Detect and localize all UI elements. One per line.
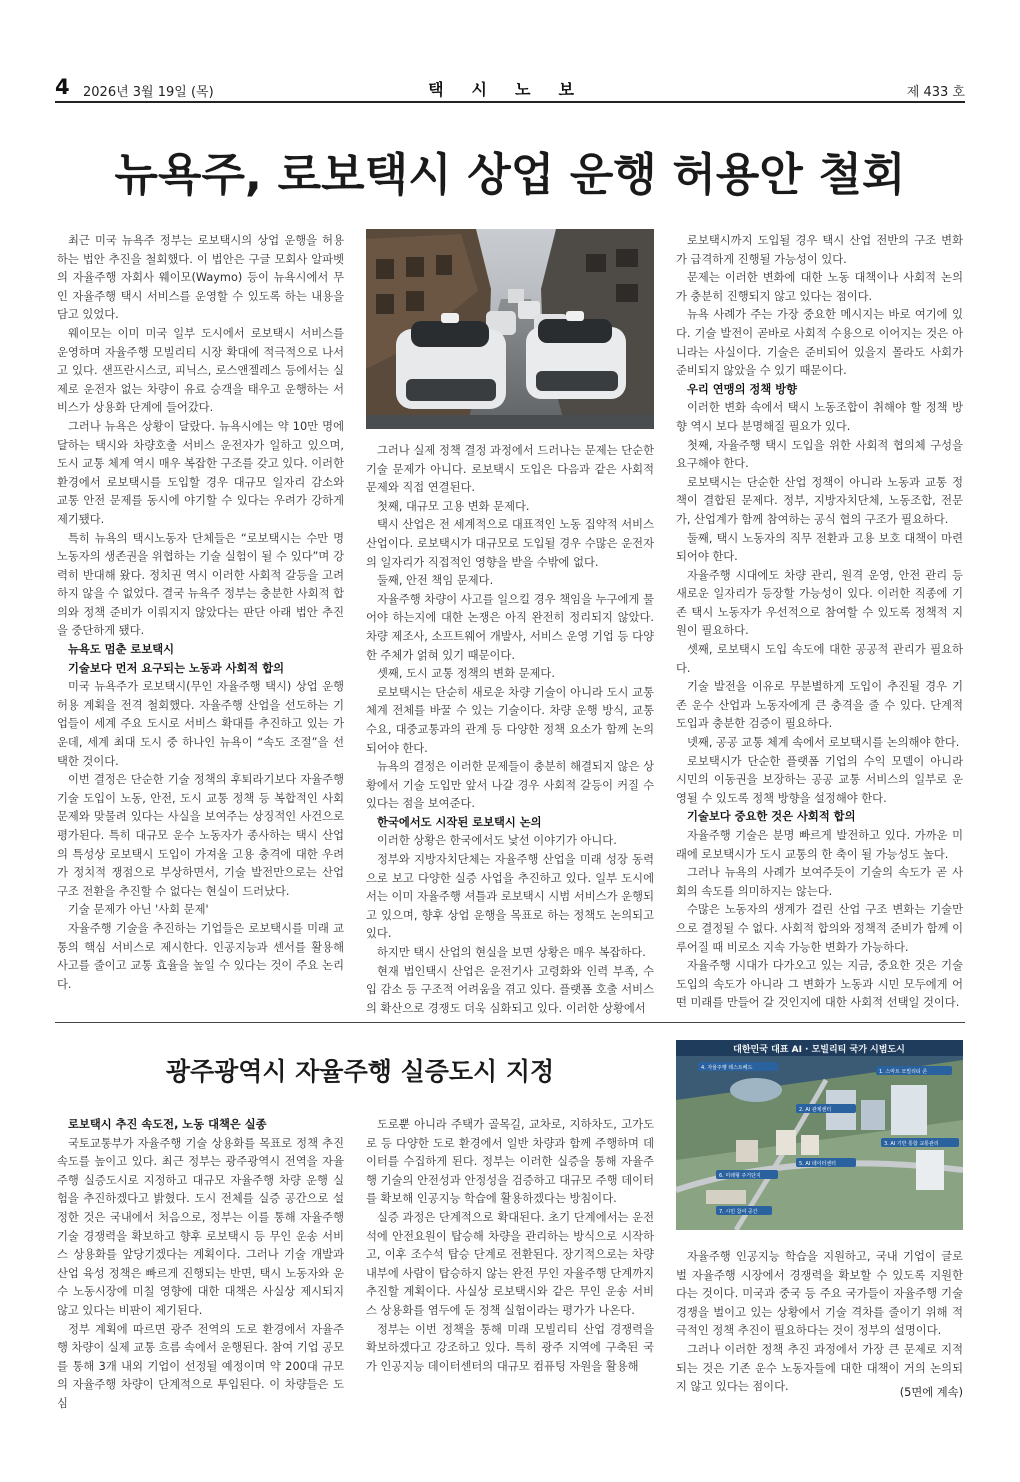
article2-column-1 (57, 1116, 344, 1414)
paragraph: 정부와 지방자치단체는 자율주행 산업을 미래 성장 동력으로 보고 다양한 실증 사업을 추진하고 있다. 일부 도시에서는 이미 자율주행 셔틀과 로보택시 시범 서비스가 운행되고 있으며, 향후 상업 운행을 목표로 하는 정책도 논의되고 있다. (366, 853, 654, 941)
paragraph: 기술 발전을 이유로 무분별하게 도입이 추진될 경우 기존 운수 산업과 노동자에게 큰 충격을 줄 수 있다. 단계적 도입과 충분한 검증이 필요하다. (676, 680, 963, 731)
page-number: 4 (55, 75, 70, 99)
paragraph: 그러나 이러한 정책 추진 과정에서 가장 큰 문제로 지적되는 것은 기존 운수 노동자들에 대한 대책이 거의 논의되지 않고 있다는 점이다. (676, 1342, 963, 1394)
paragraph: 뉴욕의 결정은 이러한 문제들이 충분히 해결되지 않은 상황에서 기술 도입만 앞서 나갈 경우 사회적 갈등이 커질 수 있다는 점을 보여준다. (366, 760, 654, 811)
street-robotaxi-image (366, 229, 654, 429)
robotaxi-photo (366, 229, 654, 429)
paragraph: 수많은 노동자의 생계가 걸린 산업 구조 변화는 기술만으로 결정될 수 없다. 사회적 합의와 정책적 준비가 함께 이루어질 때 비로소 지속 가능한 변화가 가능하다. (676, 903, 963, 954)
headline-main: 뉴욕주, 로보택시 상업 운행 허용안 철회 (114, 148, 906, 201)
subheading: 우리 연맹의 정책 방향 (687, 382, 798, 396)
paragraph: 실증 과정은 단계적으로 확대된다. 초기 단계에서는 운전석에 안전요원이 탑승해 차량을 관리하는 방식으로 시작하고, 이후 조수석 탑승 단계로 전환된다. 장기적으로는 차량 내부에 사람이 탑승하지 않는 완전 무인 자율주행 단계까지 추진할 계획이다. 사실상 로보택시와 같은 무인 운송 서비스 상용화를 염두에 둔 정책 실험이라는 평가가 나온다. (366, 1210, 654, 1317)
headline-second: 광주광역시 자율주행 실증도시 지정 (165, 1057, 555, 1086)
paragraph: 뉴욕 사례가 주는 가장 중요한 메시지는 바로 여기에 있다. 기술 발전이 곧바로 사회적 수용으로 이어지는 것은 아니라는 사실이다. 기술은 준비되어 있을지 몰라도 사회가 준비되지 않았을 수 있기 때문이다. (676, 308, 963, 378)
paragraph: 첫째, 자율주행 택시 도입을 위한 사회적 협의체 구성을 요구해야 한다. (676, 438, 963, 471)
paragraph: 셋째, 로보택시 도입 속도에 대한 공공적 관리가 필요하다. (676, 643, 963, 675)
paragraph: 이번 결정은 단순한 기술 정책의 후퇴라기보다 자율주행 기술 도입이 노동, 안전, 도시 교통 정책 등 복합적인 사회 문제와 맞물려 있다는 사실을 보여주는 상징적인 사건으로 평가된다. 특히 대규모 운수 노동자가 종사하는 택시 산업의 특성상 로보택시 도입이 가져올 고용 충격에 대한 우려가 정치적 쟁점으로 부상하면서, 기술 발전만으로는 산업 구조 전환을 추진할 수 없다는 현실이 드러났다. (57, 773, 344, 898)
issue-number: 제 433 호 (906, 85, 965, 100)
paragraph: 웨이모는 이미 미국 일부 도시에서 로보택시 서비스를 운영하며 자율주행 모빌리티 시장 확대에 적극적으로 나서고 있다. 샌프란시스코, 피닉스, 로스앤젤레스 등에서는 실제로 운전자 없는 차량이 유료 승객을 태우고 운행하는 서비스가 상용화 단계에 들어갔다. (57, 326, 344, 415)
article2-column-2 (366, 1116, 654, 1376)
header-rule (55, 101, 965, 103)
paragraph: 자율주행 차량이 사고를 일으킬 경우 책임을 누구에게 물어야 하는지에 대한 논쟁은 아직 완전히 정리되지 않았다. 차량 제조사, 소프트웨어 개발사, 서비스 운영 기업 등 다양한 주체가 얽혀 있기 때문이다. (366, 592, 654, 662)
smart-city-map-illustration (676, 1040, 963, 1230)
subheading: 기술보다 중요한 것은 사회적 합의 (687, 810, 856, 824)
paragraph: 셋째, 도시 교통 정책의 변화 문제다. (377, 667, 555, 681)
paragraph: 둘째, 안전 책임 문제다. (377, 574, 494, 588)
paragraph: 로보택시가 단순한 플랫폼 기업의 수익 모델이 아니라 시민의 이동권을 보장하는 공공 교통 서비스의 일부로 운영될 수 있도록 정책 방향을 설정해야 한다. (676, 754, 963, 805)
map-label-1: 4. 자율주행 테스트베드 (701, 1065, 753, 1071)
paragraph: 택시 산업은 전 세계적으로 대표적인 노동 집약적 서비스 산업이다. 로보택시가 대규모로 도입될 경우 수많은 운전자의 일자리가 직접적인 영향을 받을 수밖에 없다. (366, 518, 654, 569)
paragraph: 자율주행 인공지능 학습을 지원하고, 국내 기업이 글로벌 자율주행 시장에서 경쟁력을 확보할 수 있도록 지원한다는 것이다. 미국과 중국 등 주요 국가들이 자율주행 기술 경쟁을 벌이고 있는 상황에서 기술 격차를 줄이기 위해 적극적인 정책 추진이 필요하다는 것이 정부의 설명이다. (676, 1250, 963, 1338)
paragraph: 그러나 뉴욕은 상황이 달랐다. 뉴욕시에는 약 10만 명에 달하는 택시와 차량호출 서비스 운전자가 일하고 있으며, 도시 교통 체계 역시 매우 복잡한 구조를 갖고 있다. 이러한 환경에서 로보택시를 도입할 경우 대규모 일자리 감소와 교통 안전 문제를 동시에 야기할 수 있다는 우려가 강하게 제기됐다. (57, 419, 344, 526)
map-label-2: 1. 스마트 모빌리티 존 (879, 1069, 928, 1075)
paragraph: 특히 뉴욕의 택시노동자 단체들은 “로보택시는 수만 명 노동자의 생존권을 위협하는 기술 실험이 될 수 있다”며 강력히 반대해 왔다. 정치권 역시 이러한 사회적 갈등을 고려하지 않을 수 없었다. 결국 뉴욕주 정부는 충분한 사회적 합의와 정책 준비가 이뤄지지 않았다는 판단 아래 법안 추진을 중단하게 됐다. (57, 531, 344, 638)
map-label-6: 6. 미래형 주거단지 (719, 1173, 761, 1179)
map-label-3: 2. AI 관제센터 (799, 1107, 832, 1113)
paragraph: 자율주행 시대에도 차량 관리, 원격 운영, 안전 관리 등 새로운 일자리가 등장할 가능성이 있다. 이러한 직종에 기존 택시 노동자가 우선적으로 참여할 수 있도록 정책적 지원이 필요하다. (676, 568, 963, 638)
paragraph: 하지만 택시 산업의 현실을 보면 상황은 매우 복잡하다. (377, 946, 646, 960)
paragraph: 그러나 실제 정책 결정 과정에서 드러나는 문제는 단순한 기술 문제가 아니다. 로보택시 도입은 다음과 같은 사회적 문제와 직접 연결된다. (366, 444, 654, 495)
paragraph: 현재 법인택시 산업은 운전기사 고령화와 인력 부족, 수입 감소 등 구조적 어려움을 겪고 있다. 플랫폼 호출 서비스의 확산으로 경쟁도 더욱 심화되고 있다. 이러한 상황에서 (366, 964, 654, 1015)
paragraph: 미국 뉴욕주가 로보택시(무인 자율주행 택시) 상업 운행 허용 계획을 전격 철회했다. 자율주행 산업을 선도하는 기업들이 세계 주요 도시로 서비스 확대를 추진하고 있는 가운데, 세계 최대 도시 중 하나인 뉴욕이 “속도 조절”을 선택한 것이다. (57, 680, 344, 768)
subheading: 기술보다 먼저 요구되는 노동과 사회적 합의 (68, 661, 285, 675)
paragraph: 자율주행 기술을 추진하는 기업들은 로보택시를 미래 교통의 핵심 서비스로 제시한다. 인공지능과 센서를 활용해 사고를 줄이고 교통 효율을 높일 수 있다는 것이 주요 논리다. (57, 921, 344, 991)
paragraph: 이러한 상황은 한국에서도 낯선 이야기가 아니다. (377, 834, 617, 848)
paragraph: 최근 미국 뉴욕주 정부는 로보택시의 상업 운행을 허용하는 법안 추진을 철회했다. 이 법안은 구글 모회사 알파벳의 자율주행 자회사 웨이모(Waymo) 등이 뉴욕시에서 무인 자율주행 택시 서비스를 운영할 수 있도록 하는 내용을 담고 있었다. (57, 234, 344, 322)
paragraph: 문제는 이러한 변화에 대한 노동 대책이나 사회적 논의가 충분히 진행되지 않고 있다는 점이다. (676, 271, 963, 303)
map-label-7: 7. 시민 참여 공간 (719, 1209, 758, 1215)
subheading: 뉴욕도 멈춘 로보택시 (68, 643, 175, 657)
subheading: 한국에서도 시작된 로보택시 논의 (377, 815, 542, 829)
article1-column-1 (57, 232, 344, 994)
paragraph: 그러나 뉴욕의 사례가 보여주듯이 기술의 속도가 곧 사회의 속도를 의미하지는 않는다. (676, 866, 963, 898)
paragraph: 도로뿐 아니라 주택가 골목길, 교차로, 지하차도, 고가도로 등 다양한 도로 환경에서 일반 차량과 함께 주행하며 데이터를 수집하게 된다. 정부는 이러한 실증을 통해 자율주행 기술의 안전성과 안정성을 검증하고 대규모 주행 데이터를 확보해 인공지능 학습에 활용하겠다는 방침이다. (366, 1118, 654, 1206)
paragraph: 자율주행 시대가 다가오고 있는 지금, 중요한 것은 기술 도입의 속도가 아니라 그 변화가 노동과 시민 모두에게 어떤 미래를 만들어 갈 것인지에 대한 사회적 선택일 것이다. (676, 959, 963, 1010)
paragraph: 정부 계획에 따르면 광주 전역의 도로 환경에서 자율주행 차량이 실제 교통 흐름 속에서 운행된다. 참여 기업 공모를 통해 3개 내외 기업이 선정될 예정이며 약 200대 규모의 자율주행 차량이 단계적으로 투입된다. 이 차량들은 도심 (57, 1322, 344, 1410)
paragraph: 기술 문제가 아닌 '사회 문제' (68, 903, 209, 917)
article2-column-3 (676, 1248, 963, 1397)
paragraph: 로보택시까지 도입될 경우 택시 산업 전반의 구조 변화가 급격하게 진행될 가능성이 있다. (676, 234, 963, 266)
map-label-5: 5. AI 데이터센터 (799, 1161, 836, 1167)
section-divider (55, 1022, 965, 1023)
article1-column-2 (366, 442, 654, 1018)
paragraph: 국토교통부가 자율주행 기술 상용화를 목표로 정책 추진 속도를 높이고 있다. 최근 정부는 광주광역시 전역을 자율주행 실증도시로 지정하고 대규모 자율주행 차량 운행 실험을 추진하겠다고 밝혔다. 도시 전체를 실증 공간으로 설정한 것은 국내에서 처음으로, 정부는 이를 통해 자율주행 기술 경쟁력을 확보하고 향후 로보택시 등 무인 운송 서비스 상용화를 앞당기겠다는 계획이다. 그러나 기술 개발과 산업 육성 정책은 빠르게 진행되는 반면, 택시 노동자와 운수 노동시장에 미칠 영향에 대한 대책은 사실상 제시되지 않고 있다는 비판이 제기된다. (57, 1136, 344, 1317)
paragraph: 로보택시는 단순한 산업 정책이 아니라 노동과 교통 정책이 결합된 문제다. 정부, 지방자치단체, 노동조합, 전문가, 산업계가 함께 참여하는 공식 협의 구조가 필요하다. (676, 475, 963, 526)
issue-date: 2026년 3월 19일 (목) (83, 85, 214, 100)
paragraph: 둘째, 택시 노동자의 직무 전환과 고용 보호 대책이 마련되어야 한다. (676, 531, 963, 564)
paragraph: 로보택시는 단순히 새로운 차량 기술이 아니라 도시 교통 체계 전체를 바꿀 수 있는 기술이다. 차량 운행 방식, 교통 수요, 대중교통과의 관계 등 다양한 정책 요소가 함께 논의되어야 한다. (366, 685, 654, 755)
article1-column-3 (676, 232, 963, 1013)
masthead: 택시노보 (428, 80, 602, 99)
map-title: 대한민국 대표 AI · 모빌리티 국가 시범도시 (733, 1045, 905, 1055)
paragraph: 첫째, 대규모 고용 변화 문제다. (377, 499, 530, 513)
subheading: 로보택시 추진 속도전, 노동 대책은 실종 (68, 1118, 267, 1131)
smart-city-map (676, 1040, 963, 1230)
continued-note: (5면에 계속) (899, 1386, 963, 1399)
paragraph: 정부는 이번 정책을 통해 미래 모빌리티 산업 경쟁력을 확보하겠다고 강조하고 있다. 특히 광주 지역에 구축된 국가 인공지능 데이터센터의 대규모 컴퓨팅 자원을 활용해 (366, 1322, 654, 1373)
map-label-4: 3. AI 기반 통합 교통관리 (884, 1141, 939, 1147)
page-header (55, 76, 965, 102)
paragraph: 넷째, 공공 교통 체계 속에서 로보택시를 논의해야 한다. (687, 736, 960, 750)
paragraph: 이러한 변화 속에서 택시 노동조합이 취해야 할 정책 방향 역시 보다 분명해질 필요가 있다. (676, 401, 963, 433)
paragraph: 자율주행 기술은 분명 빠르게 발전하고 있다. 가까운 미래에 로보택시가 도시 교통의 한 축이 될 가능성도 높다. (676, 829, 963, 861)
